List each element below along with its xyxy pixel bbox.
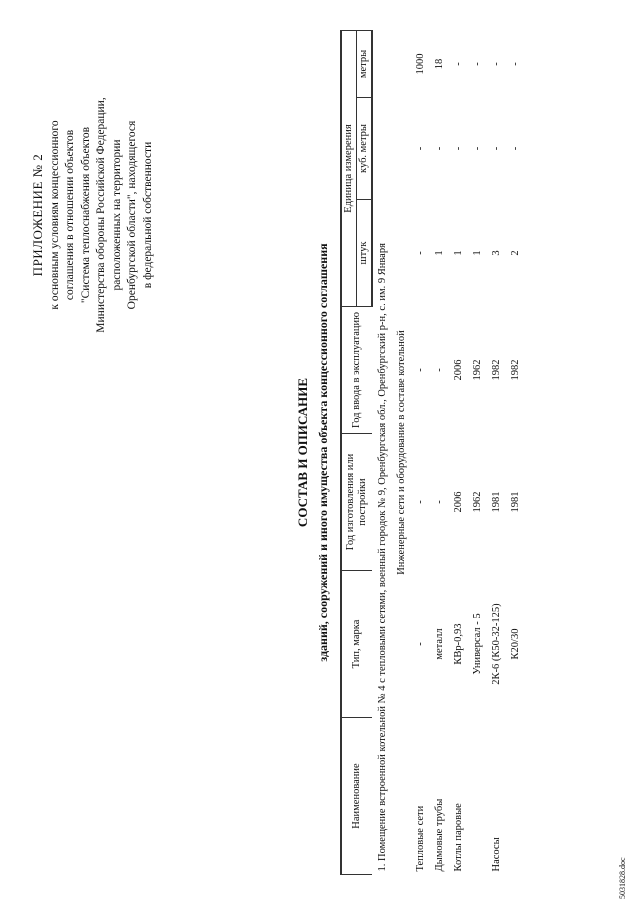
cell-year-made: 1981 bbox=[510, 491, 521, 513]
cell-m: - bbox=[510, 62, 521, 66]
cell-year-commissioned: 1962 bbox=[472, 359, 483, 381]
header-year-commissioned: Год ввода в эксплуатацию bbox=[341, 307, 372, 434]
cell-year-made: 1981 bbox=[491, 491, 502, 513]
cell-type: К20/30 bbox=[510, 628, 521, 660]
cell-name: Дымовые трубы bbox=[434, 798, 445, 872]
header-year-made: Год изготовления или постройки bbox=[341, 434, 372, 571]
cell-year-made: - bbox=[415, 500, 426, 504]
cell-pcs: 1 bbox=[472, 250, 483, 256]
cell-type: - bbox=[415, 642, 426, 646]
table-row bbox=[468, 31, 487, 875]
cell-name: Тепловые сети bbox=[415, 805, 426, 872]
cell-pcs: 1 bbox=[453, 250, 464, 256]
cell-m: 1000 bbox=[415, 53, 426, 75]
cell-year-commissioned: - bbox=[434, 368, 445, 372]
cell-type: КВр-0,93 bbox=[453, 623, 464, 665]
cell-year-commissioned: 1982 bbox=[510, 359, 521, 381]
cell-m3: - bbox=[491, 146, 502, 151]
subsection-heading: Инженерные сети и оборудование в составе котельной bbox=[396, 330, 407, 575]
cell-type: Универсал - 5 bbox=[472, 613, 483, 675]
cell-name bbox=[506, 718, 525, 875]
cell-year-commissioned: 2006 bbox=[453, 359, 464, 381]
cell-m: 18 bbox=[434, 58, 445, 70]
cell-type: металл bbox=[434, 628, 445, 660]
appendix-line: Оренбургской области", находящегося bbox=[126, 120, 138, 310]
section-heading: 1. Помещение встроенной котельной № 4 с тепловыми сетями, военный городок № 9, Оренбургская обл., Оренбургский р-н, с. им. 9 Января bbox=[377, 243, 388, 872]
cell-m3: - bbox=[415, 146, 426, 151]
cell-m: - bbox=[472, 62, 483, 66]
table-row bbox=[449, 31, 468, 875]
cell-pcs: 2 bbox=[510, 250, 521, 256]
cell-m3: - bbox=[510, 146, 521, 151]
cell-pcs: 1 bbox=[434, 250, 445, 256]
footer-file-code: 5031828.doc bbox=[618, 857, 627, 899]
cell-m3: - bbox=[453, 146, 464, 151]
appendix-line: "Система теплоснабжения объектов bbox=[79, 126, 92, 304]
table-row bbox=[506, 31, 525, 875]
header-type: Тип, марка bbox=[341, 571, 372, 718]
document-subtitle: зданий, сооружений и иного имущества объекта концессионного соглашения bbox=[316, 243, 330, 662]
table-row bbox=[430, 31, 449, 875]
cell-pcs: - bbox=[415, 251, 426, 255]
appendix-line: расположенных на территории bbox=[110, 139, 123, 291]
cell-m: - bbox=[491, 62, 502, 66]
appendix-block bbox=[30, 35, 156, 395]
cell-year-made: 2006 bbox=[453, 491, 464, 513]
header-unit-pcs: штук bbox=[357, 200, 373, 307]
cell-year-commissioned: - bbox=[415, 368, 426, 372]
appendix-line: к основным условиям концессионного bbox=[48, 120, 61, 310]
appendix-line: в федеральной собственности bbox=[141, 141, 154, 289]
header-unit-m: метры bbox=[357, 31, 373, 98]
header-unit-m3: куб. метры bbox=[357, 98, 373, 200]
cell-m: - bbox=[453, 62, 464, 66]
document-title: СОСТАВ И ОПИСАНИЕ bbox=[295, 377, 310, 528]
assets-table bbox=[340, 30, 525, 875]
header-name: Наименование bbox=[341, 718, 372, 875]
appendix-line: соглашения в отношении объектов bbox=[64, 129, 76, 301]
table-row bbox=[487, 31, 506, 875]
cell-name bbox=[468, 718, 487, 875]
cell-m3: - bbox=[472, 146, 483, 151]
cell-year-made: - bbox=[434, 500, 445, 504]
cell-name: Котлы паровые bbox=[453, 803, 464, 872]
cell-type: 2К-6 (К50-32-125) bbox=[491, 603, 502, 685]
table-row bbox=[411, 31, 430, 875]
cell-name: Насосы bbox=[491, 837, 502, 872]
cell-year-made: 1962 bbox=[472, 491, 483, 513]
cell-pcs: 3 bbox=[491, 250, 502, 256]
appendix-title: ПРИЛОЖЕНИЕ № 2 bbox=[30, 153, 45, 277]
cell-m3: - bbox=[434, 146, 445, 151]
header-unit-group: Единица измерения bbox=[341, 31, 357, 307]
appendix-line: Министерства обороны Российской Федерации, bbox=[95, 97, 107, 333]
cell-year-commissioned: 1982 bbox=[491, 359, 502, 381]
